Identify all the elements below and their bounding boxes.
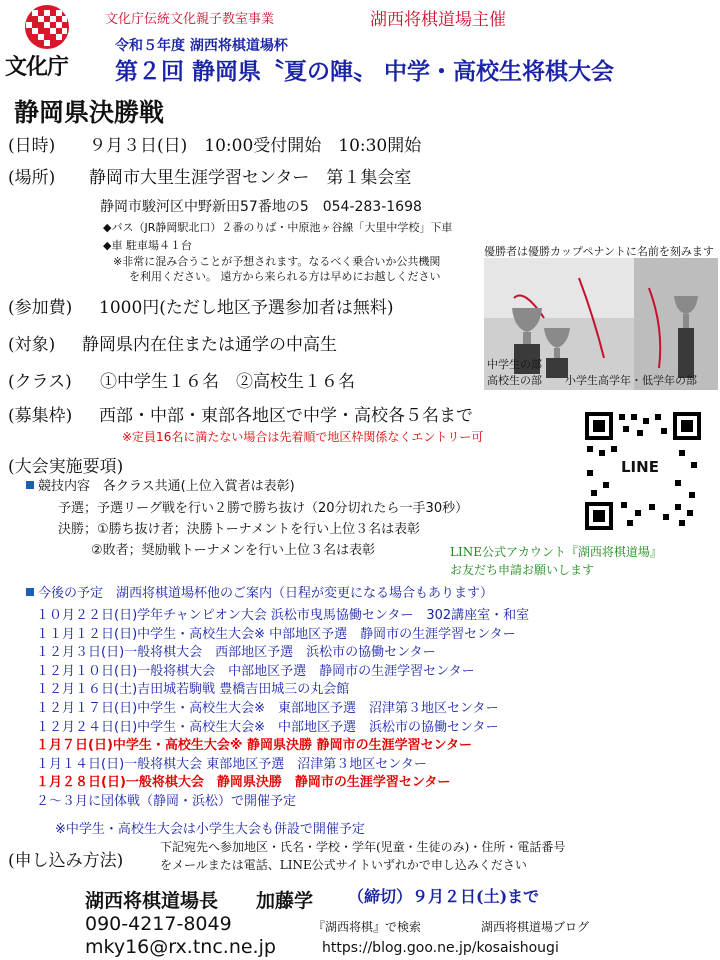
event-title: 第２回 静岡県〝夏の陣〟 中学・高校生将棋大会 (115, 59, 615, 85)
schedule-note: ※中学生・高校生大会は小学生大会も併設で開催予定 (55, 822, 365, 837)
trophy-caption-left-2: 高校生の部 (487, 374, 542, 387)
schedule-item: １２月１７日(日)中学生・高校生大会※ 東部地区予選 沼津第３地区センター (36, 701, 499, 716)
target-label: (対象) (8, 335, 56, 355)
venue-value: 静岡市大里生涯学習センター 第１集会室 (89, 168, 412, 188)
target-value: 静岡県内在住または通学の中高生 (82, 335, 337, 355)
rules-final-winners: 決勝；①勝ち抜け者；決勝トーナメントを行い上位３名は表彰 (58, 522, 421, 537)
schedule-item: １０月２２日(日)学年チャンピオン大会 浜松市曳馬協働センター 302講座室・和室 (36, 608, 530, 623)
class-value: ①中学生１６名 ②高校生１６名 (100, 372, 355, 392)
application-line-2: をメールまたは電話、LINE公式サイトいずれかで申し込みください (160, 858, 527, 872)
schedule-item: １２月１６日(土)吉田城若駒戦 豊橋吉田城三の丸会館 (36, 682, 350, 698)
quota-note: ※定員16名に満たない場合は先着順で地区枠関係なくエントリー可 (122, 430, 484, 444)
rules-item-title: 競技内容 各クラス共通(上位入賞者は表彰) (38, 479, 295, 494)
rules-item (26, 475, 295, 494)
application-line-1: 下記宛先へ参加地区・氏名・学校・学年(児童・生徒のみ)・住所・電話番号 (160, 840, 566, 854)
bullet-icon (26, 588, 34, 596)
fee-label: (参加費) (8, 298, 73, 318)
trophy-caption-right: 小学生高学年・低学年の部 (565, 374, 697, 387)
contact-phone[interactable]: 090-4217-8049 (85, 913, 232, 935)
contact-name: 湖西将棋道場長 加藤学 (85, 890, 314, 912)
rules-prelim: 予選；予選リーグ戦を行い２勝で勝ち抜け（20分切れたら一手30秒） (58, 501, 469, 516)
schedule-item: １２月３日(日)一般将棋大会 西部地区予選 浜松市の協働センター (36, 645, 436, 661)
event-subtitle: 静岡県決勝戦 (14, 98, 165, 127)
cup-name: 令和５年度 湖西将棋道場杯 (115, 38, 288, 54)
qr-line-label: LINE (621, 458, 659, 476)
schedule-item: １月７日(日)中学生・高校生大会※ 静岡県決勝 静岡市の生涯学習センター (36, 738, 473, 754)
date-label: (日時) (8, 136, 56, 156)
bullet-icon (26, 481, 34, 489)
bus-directions: ◆バス（JR静岡駅北口）２番のりば・中原池ヶ谷線「大里中学校」下車 (103, 221, 453, 234)
organizer: 湖西将棋道場主催 (370, 10, 506, 30)
schedule-title-row (26, 582, 493, 601)
line-account-text: LINE公式アカウント『湖西将棋道場』 (450, 545, 662, 559)
crowd-note-1: ※非常に混み合うことが予想されます。なるべく乗合いか公共機関 (113, 255, 441, 268)
blog-url[interactable]: https://blog.goo.ne.jp/kosaishougi (322, 940, 559, 956)
quota-label: (募集枠) (8, 406, 73, 426)
sponsor-program: 文化庁伝統文化親子教室事業 (105, 12, 275, 27)
crowd-note-2: を利用ください。 遠方から来られる方は早めにお越しください (129, 270, 441, 283)
fee-value: 1000円(ただし地区予選参加者は無料) (99, 298, 394, 318)
quota-value: 西部・中部・東部各地区で中学・高校各５名まで (99, 406, 473, 426)
schedule-item: １月１４日(日)一般将棋大会 東部地区予選 沼津第３地区センター (36, 756, 427, 772)
agency-logo-text: 文化庁 (5, 54, 69, 80)
rules-final-losers: ②敗者；奨励戦トーナメンを行い上位３名は表彰 (91, 543, 376, 558)
search-hint: 『湖西将棋』で検索 (313, 920, 422, 934)
trophy-caption-top: 優勝者は優勝カップペナントに名前を刻みます (484, 245, 714, 258)
class-label: (クラス) (8, 372, 72, 392)
venue-address: 静岡市駿河区中野新田57番地の5 054-283-1698 (100, 199, 422, 215)
application-label: (申し込み方法) (8, 851, 124, 871)
schedule-item: １２月２４日(日)中学生・高校生大会※ 中部地区予選 浜松市の協働センター (36, 719, 499, 735)
contact-email[interactable]: mky16@rx.tnc.ne.jp (85, 936, 276, 958)
venue-label: (場所) (8, 168, 56, 188)
blog-label: 湖西将棋道場ブログ (481, 920, 590, 934)
schedule-item: １２月１０日(日)一般将棋大会 中部地区予選 静岡市の生涯学習センター (36, 663, 475, 679)
agency-logo (22, 4, 72, 50)
line-qr-code[interactable] (583, 410, 703, 532)
schedule-item: １１月１２日(日)中学生・高校生大会※ 中部地区予選 静岡市の生涯学習センター (36, 626, 516, 642)
trophy-caption-left-1: 中学生の部 (487, 358, 542, 371)
date-value: ９月３日(日) 10:00受付開始 10:30開始 (89, 136, 422, 156)
schedule-item: １月２８日(日)一般将棋大会 静岡県決勝 静岡市の生涯学習センター (36, 775, 451, 791)
schedule-title: 今後の予定 湖西将棋道場杯他のご案内（日程が変更になる場合もあります） (38, 586, 494, 601)
rules-heading: (大会実施要項) (8, 457, 124, 477)
deadline: （締切）９月２日(土)まで (348, 887, 540, 906)
schedule-item: ２～３月に団体戦（静岡・浜松）で開催予定 (36, 794, 297, 809)
car-directions: ◆車 駐車場４１台 (103, 239, 192, 252)
line-friend-request: お友だち申請お願いします (450, 563, 595, 577)
